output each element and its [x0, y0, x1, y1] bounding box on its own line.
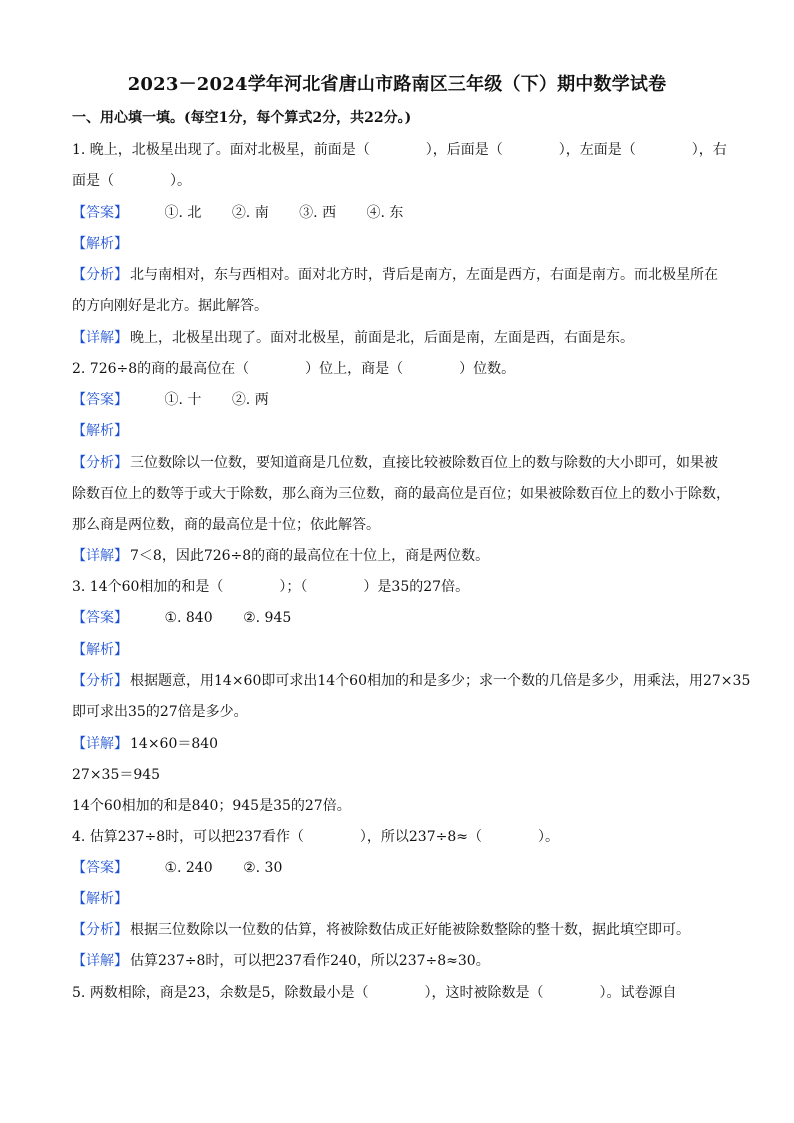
q3-detail-1: 【详解】 14×60＝840	[72, 736, 219, 752]
q2-analysis-header: 【解析】	[72, 423, 128, 439]
q4-answer-2: ②. 30	[243, 860, 283, 876]
q3-answer-2: ②. 945	[243, 610, 292, 626]
q1-analysis-header: 【解析】	[72, 236, 128, 252]
q1-answer-3: ③. 西	[299, 205, 337, 221]
q3-answer-row: 【答案】 ①. 840 ②. 945	[72, 610, 292, 626]
q1-analysis-line-2: 的方向刚好是北方。据此解答。	[72, 298, 268, 314]
page-title: 2023－2024学年河北省唐山市路南区三年级（下）期中数学试卷	[127, 74, 667, 95]
q3-detail-3: 14个60相加的和是840；945是35的27倍。	[72, 798, 351, 814]
q2-stem: 2. 726÷8的商的最高位在（ ）位上，商是（ ）位数。	[72, 361, 516, 377]
q4-analysis-header: 【解析】	[72, 891, 128, 907]
q4-stem: 4. 估算237÷8时，可以把237看作（ ），所以237÷8≈（ ）。	[72, 829, 559, 845]
q1-answer-1: ①. 北	[164, 205, 202, 221]
q1-answer-row	[72, 203, 429, 223]
q1-answer-2: ②. 南	[231, 205, 269, 221]
q3-analysis-line-2: 即可求出35的27倍是多少。	[72, 704, 248, 720]
q3-stem: 3. 14个60相加的和是（ ）；（ ）是35的27倍。	[72, 579, 470, 595]
q1-analysis-line-1: 【分析】 北与南相对，东与西相对。面对北方时，背后是南方，左面是西方，右面是南方。而北极星所在	[72, 267, 718, 283]
q1-detail: 【详解】 晚上，北极星出现了。面对北极星，前面是北，后面是南，左面是西，右面是东。	[72, 330, 634, 346]
answer-label: 【答案】	[72, 205, 128, 221]
q5-stem: 5. 两数相除，商是23，余数是5，除数最小是（ ），这时被除数是（ ）。试卷源自	[72, 985, 677, 1001]
q2-detail: 【详解】 7＜8，因此726÷8的商的最高位在十位上，商是两位数。	[72, 548, 490, 564]
q3-analysis-header: 【解析】	[72, 642, 128, 658]
q2-analysis-line-1: 【分析】 三位数除以一位数，要知道商是几位数，直接比较被除数百位上的数与除数的大小即可，如果被	[72, 455, 718, 471]
q1-answer-4: ④. 东	[366, 205, 404, 221]
q4-detail: 【详解】 估算237÷8时，可以把237看作240，所以237÷8≈30。	[72, 953, 490, 969]
q4-answer-1: ①. 240	[164, 860, 213, 876]
q2-analysis-line-3: 那么商是两位数，商的最高位是十位；依此解答。	[72, 517, 380, 533]
q3-detail-2: 27×35＝945	[72, 767, 161, 783]
q3-analysis-line-1: 【分析】 根据题意，用14×60即可求出14个60相加的和是多少；求一个数的几倍是多少，用乘法，用27×35	[72, 673, 751, 689]
q3-answer-1: ①. 840	[164, 610, 213, 626]
q2-answer-row: 【答案】 ①. 十 ②. 两	[72, 392, 269, 408]
q2-answer-1: ①. 十	[164, 392, 202, 408]
q1-stem-line-1: 1. 晚上，北极星出现了。面对北极星，前面是（ ），后面是（ ），左面是（ ），右	[72, 142, 727, 158]
q4-analysis: 【分析】 根据三位数除以一位数的估算，将被除数估成正好能被除数整除的整十数，据此填空即可。	[72, 922, 690, 938]
q1-stem-line-2: 面是（ ）。	[72, 173, 191, 189]
q2-answer-2: ②. 两	[231, 392, 269, 408]
section-heading: 一、用心填一填。(每空1分，每个算式2分，共22分。)	[72, 110, 412, 126]
q4-answer-row: 【答案】 ①. 240 ②. 30	[72, 860, 283, 876]
q2-analysis-line-2: 除数百位上的数等于或大于除数，那么商为三位数，商的最高位是百位；如果被除数百位上的数小于除数，	[72, 486, 730, 502]
